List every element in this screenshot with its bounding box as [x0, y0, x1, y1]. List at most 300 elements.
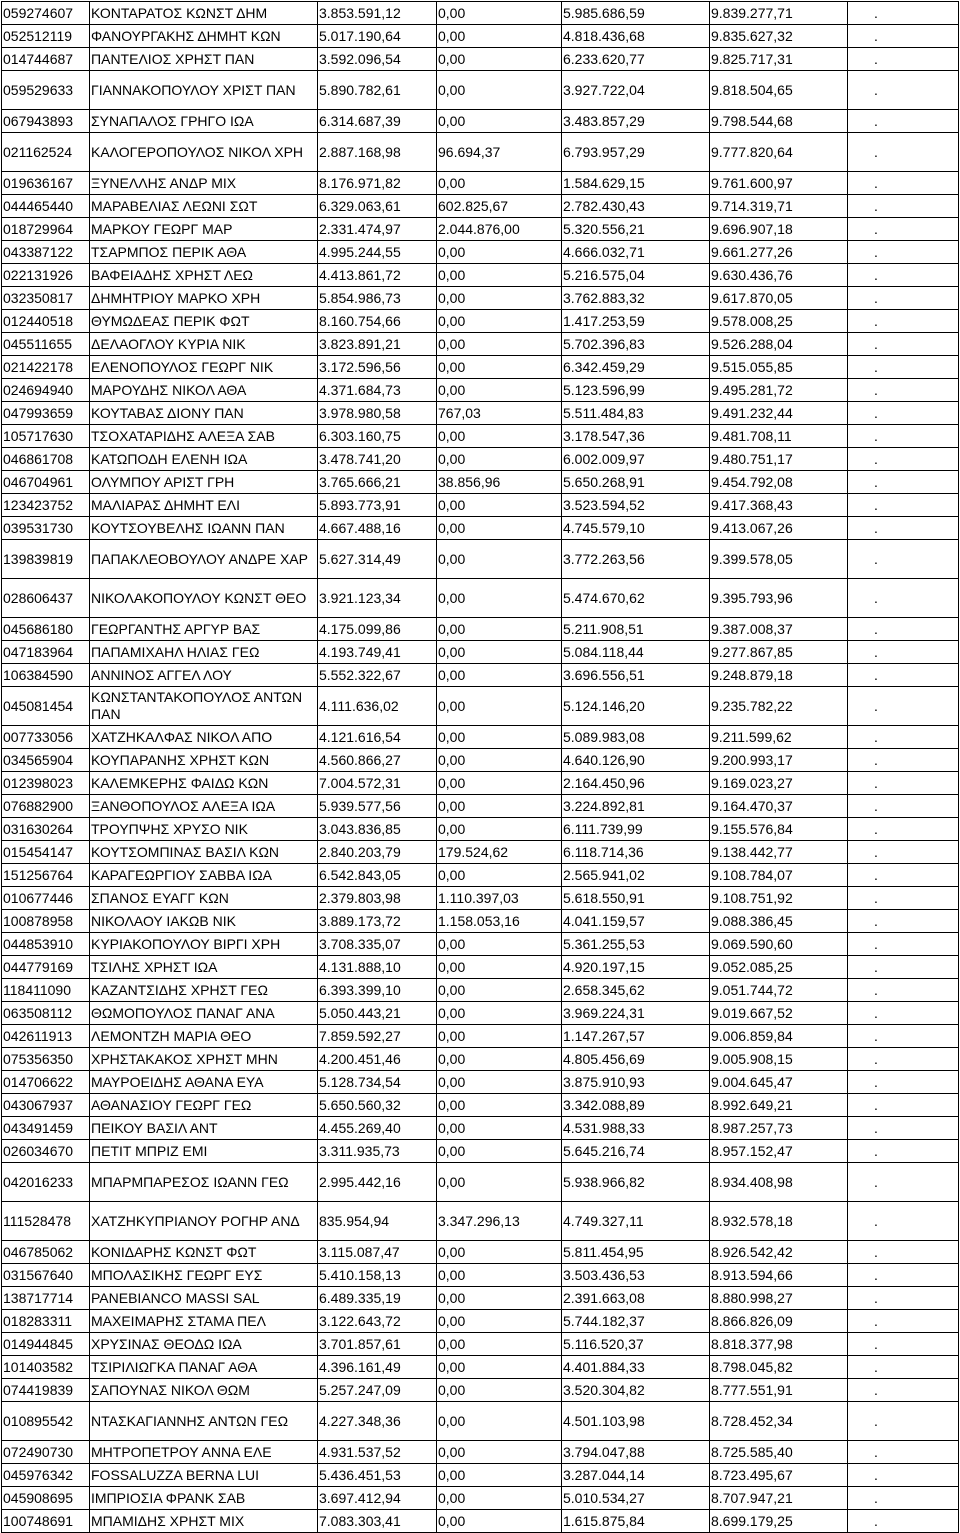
name-cell: ΘΥΜΩΔΕΑΣ ΠΕΡΙΚ ΦΩΤ	[90, 310, 318, 333]
name-cell: ΚΑΡΑΓΕΩΡΓΙΟΥ ΣΑΒΒΑ ΙΩΑ	[90, 864, 318, 887]
value-3-cell: 2.658.345,62	[562, 979, 710, 1002]
afm-cell: 039531730	[2, 517, 90, 540]
trailing-mark-cell: .	[848, 772, 959, 795]
name-cell: ΝΤΑΣΚΑΓΙΑΝΝΗΣ ΑΝΤΩΝ ΓΕΩ	[90, 1402, 318, 1441]
name-cell: ΣΥΝΑΠΑΛΟΣ ΓΡΗΓΟ ΙΩΑ	[90, 110, 318, 133]
trailing-mark-cell: .	[848, 664, 959, 687]
value-1-cell: 5.939.577,56	[318, 795, 437, 818]
value-3-cell: 5.089.983,08	[562, 726, 710, 749]
table-row	[2, 218, 959, 241]
value-2-cell: 0,00	[437, 818, 562, 841]
afm-cell: 138717714	[2, 1287, 90, 1310]
value-4-cell: 9.480.751,17	[710, 448, 848, 471]
value-3-cell: 3.342.088,89	[562, 1094, 710, 1117]
value-3-cell: 5.116.520,37	[562, 1333, 710, 1356]
afm-cell: 022131926	[2, 264, 90, 287]
value-1-cell: 6.303.160,75	[318, 425, 437, 448]
value-4-cell: 9.200.993,17	[710, 749, 848, 772]
table-row	[2, 687, 959, 726]
value-4-cell: 9.169.023,27	[710, 772, 848, 795]
afm-cell: 139839819	[2, 540, 90, 579]
value-2-cell: 0,00	[437, 48, 562, 71]
value-2-cell: 0,00	[437, 664, 562, 687]
name-cell: ΠΑΠΑΜΙΧΑΗΛ ΗΛΙΑΣ ΓΕΩ	[90, 641, 318, 664]
value-2-cell: 1.158.053,16	[437, 910, 562, 933]
table-row	[2, 1356, 959, 1379]
table-row	[2, 540, 959, 579]
name-cell: ΚΩΝΣΤΑΝΤΑΚΟΠΟΥΛΟΣ ΑΝΤΩΝ ΠΑΝ	[90, 687, 318, 726]
value-3-cell: 5.618.550,91	[562, 887, 710, 910]
value-4-cell: 9.481.708,11	[710, 425, 848, 448]
value-3-cell: 4.531.988,33	[562, 1117, 710, 1140]
afm-cell: 010895542	[2, 1402, 90, 1441]
trailing-mark-cell: .	[848, 517, 959, 540]
value-1-cell: 3.478.741,20	[318, 448, 437, 471]
table-row	[2, 956, 959, 979]
trailing-mark-cell: .	[848, 379, 959, 402]
name-cell: ΚΑΖΑΝΤΣΙΔΗΣ ΧΡΗΣΤ ΓΕΩ	[90, 979, 318, 1002]
value-3-cell: 6.111.739,99	[562, 818, 710, 841]
value-2-cell: 0,00	[437, 333, 562, 356]
value-4-cell: 8.957.152,47	[710, 1140, 848, 1163]
value-1-cell: 6.314.687,39	[318, 110, 437, 133]
value-1-cell: 4.227.348,36	[318, 1402, 437, 1441]
value-2-cell: 0,00	[437, 864, 562, 887]
table-row	[2, 1333, 959, 1356]
value-4-cell: 9.417.368,43	[710, 494, 848, 517]
value-1-cell: 2.995.442,16	[318, 1163, 437, 1202]
value-1-cell: 5.017.190,64	[318, 25, 437, 48]
value-4-cell: 9.798.544,68	[710, 110, 848, 133]
name-cell: ΚΟΥΠΑΡΑΝΗΣ ΧΡΗΣΤ ΚΩΝ	[90, 749, 318, 772]
table-row	[2, 172, 959, 195]
value-1-cell: 2.840.203,79	[318, 841, 437, 864]
table-row	[2, 772, 959, 795]
value-2-cell: 0,00	[437, 110, 562, 133]
value-3-cell: 1.584.629,15	[562, 172, 710, 195]
value-3-cell: 3.520.304,82	[562, 1379, 710, 1402]
value-3-cell: 4.745.579,10	[562, 517, 710, 540]
value-3-cell: 5.744.182,37	[562, 1310, 710, 1333]
trailing-mark-cell: .	[848, 579, 959, 618]
value-3-cell: 1.615.875,84	[562, 1510, 710, 1533]
value-4-cell: 9.761.600,97	[710, 172, 848, 195]
trailing-mark-cell: .	[848, 2, 959, 25]
trailing-mark-cell: .	[848, 1379, 959, 1402]
value-4-cell: 9.818.504,65	[710, 71, 848, 110]
value-1-cell: 3.311.935,73	[318, 1140, 437, 1163]
value-2-cell: 0,00	[437, 687, 562, 726]
value-1-cell: 2.379.803,98	[318, 887, 437, 910]
trailing-mark-cell: .	[848, 1287, 959, 1310]
name-cell: ΛΕΜΟΝΤΖΗ ΜΑΡΙΑ ΘΕΟ	[90, 1025, 318, 1048]
table-row	[2, 494, 959, 517]
table-row	[2, 1117, 959, 1140]
trailing-mark-cell: .	[848, 1202, 959, 1241]
value-1-cell: 7.859.592,27	[318, 1025, 437, 1048]
value-1-cell: 5.257.247,09	[318, 1379, 437, 1402]
table-row	[2, 1140, 959, 1163]
value-1-cell: 2.331.474,97	[318, 218, 437, 241]
value-1-cell: 6.329.063,61	[318, 195, 437, 218]
trailing-mark-cell: .	[848, 310, 959, 333]
value-2-cell: 3.347.296,13	[437, 1202, 562, 1241]
afm-cell: 043067937	[2, 1094, 90, 1117]
name-cell: ΚΑΛΕΜΚΕΡΗΣ ΦΑΙΔΩ ΚΩΝ	[90, 772, 318, 795]
value-2-cell: 0,00	[437, 956, 562, 979]
table-row	[2, 864, 959, 887]
afm-cell: 072490730	[2, 1441, 90, 1464]
value-3-cell: 5.938.966,82	[562, 1163, 710, 1202]
value-4-cell: 9.387.008,37	[710, 618, 848, 641]
trailing-mark-cell: .	[848, 749, 959, 772]
table-row	[2, 887, 959, 910]
value-4-cell: 9.004.645,47	[710, 1071, 848, 1094]
value-1-cell: 5.050.443,21	[318, 1002, 437, 1025]
afm-cell: 010677446	[2, 887, 90, 910]
name-cell: ΝΙΚΟΛΑΚΟΠΟΥΛΟΥ ΚΩΝΣΤ ΘΕΟ	[90, 579, 318, 618]
trailing-mark-cell: .	[848, 471, 959, 494]
value-3-cell: 2.391.663,08	[562, 1287, 710, 1310]
afm-cell: 047183964	[2, 641, 90, 664]
table-row	[2, 425, 959, 448]
name-cell: ΧΑΤΖΗΚΑΛΦΑΣ ΝΙΚΟΛ ΑΠΟ	[90, 726, 318, 749]
name-cell: ΤΣΙΡΙΛΙΩΓΚΑ ΠΑΝΑΓ ΑΘΑ	[90, 1356, 318, 1379]
afm-cell: 046704961	[2, 471, 90, 494]
value-4-cell: 9.088.386,45	[710, 910, 848, 933]
trailing-mark-cell: .	[848, 1264, 959, 1287]
value-1-cell: 4.131.888,10	[318, 956, 437, 979]
afm-cell: 045908695	[2, 1487, 90, 1510]
value-1-cell: 6.542.843,05	[318, 864, 437, 887]
value-4-cell: 8.926.542,42	[710, 1241, 848, 1264]
value-3-cell: 5.361.255,53	[562, 933, 710, 956]
trailing-mark-cell: .	[848, 979, 959, 1002]
value-4-cell: 9.395.793,96	[710, 579, 848, 618]
value-2-cell: 767,03	[437, 402, 562, 425]
value-4-cell: 9.630.436,76	[710, 264, 848, 287]
value-4-cell: 9.235.782,22	[710, 687, 848, 726]
value-2-cell: 0,00	[437, 1487, 562, 1510]
value-1-cell: 5.650.560,32	[318, 1094, 437, 1117]
trailing-mark-cell: .	[848, 356, 959, 379]
value-1-cell: 3.592.096,54	[318, 48, 437, 71]
value-1-cell: 5.893.773,91	[318, 494, 437, 517]
afm-cell: 045081454	[2, 687, 90, 726]
afm-cell: 044779169	[2, 956, 90, 979]
value-4-cell: 8.725.585,40	[710, 1441, 848, 1464]
value-1-cell: 4.667.488,16	[318, 517, 437, 540]
value-3-cell: 3.794.047,88	[562, 1441, 710, 1464]
trailing-mark-cell: .	[848, 1025, 959, 1048]
value-2-cell: 0,00	[437, 795, 562, 818]
trailing-mark-cell: .	[848, 241, 959, 264]
afm-cell: 034565904	[2, 749, 90, 772]
value-3-cell: 5.124.146,20	[562, 687, 710, 726]
value-4-cell: 8.798.045,82	[710, 1356, 848, 1379]
value-3-cell: 3.503.436,53	[562, 1264, 710, 1287]
value-2-cell: 0,00	[437, 494, 562, 517]
value-2-cell: 602.825,67	[437, 195, 562, 218]
value-3-cell: 5.320.556,21	[562, 218, 710, 241]
table-row	[2, 1379, 959, 1402]
trailing-mark-cell: .	[848, 841, 959, 864]
value-3-cell: 5.511.484,83	[562, 402, 710, 425]
value-4-cell: 8.992.649,21	[710, 1094, 848, 1117]
trailing-mark-cell: .	[848, 110, 959, 133]
table-row	[2, 1202, 959, 1241]
afm-cell: 015454147	[2, 841, 90, 864]
table-row	[2, 25, 959, 48]
value-2-cell: 0,00	[437, 517, 562, 540]
table-row	[2, 264, 959, 287]
value-4-cell: 9.515.055,85	[710, 356, 848, 379]
table-row	[2, 1241, 959, 1264]
value-1-cell: 3.765.666,21	[318, 471, 437, 494]
value-2-cell: 0,00	[437, 1241, 562, 1264]
value-3-cell: 2.164.450,96	[562, 772, 710, 795]
value-2-cell: 0,00	[437, 749, 562, 772]
value-2-cell: 0,00	[437, 1264, 562, 1287]
afm-cell: 012398023	[2, 772, 90, 795]
value-4-cell: 8.818.377,98	[710, 1333, 848, 1356]
trailing-mark-cell: .	[848, 48, 959, 71]
table-row	[2, 48, 959, 71]
afm-cell: 074419839	[2, 1379, 90, 1402]
trailing-mark-cell: .	[848, 1510, 959, 1533]
value-1-cell: 4.111.636,02	[318, 687, 437, 726]
table-row	[2, 517, 959, 540]
value-2-cell: 0,00	[437, 1510, 562, 1533]
name-cell: ΣΠΑΝΟΣ ΕΥΑΓΓ ΚΩΝ	[90, 887, 318, 910]
afm-cell: 046861708	[2, 448, 90, 471]
trailing-mark-cell: .	[848, 956, 959, 979]
name-cell: ΦΑΝΟΥΡΓΑΚΗΣ ΔΗΜΗΤ ΚΩΝ	[90, 25, 318, 48]
value-4-cell: 9.777.820,64	[710, 133, 848, 172]
name-cell: ΘΩΜΟΠΟΥΛΟΣ ΠΑΝΑΓ ΑΝΑ	[90, 1002, 318, 1025]
value-4-cell: 9.495.281,72	[710, 379, 848, 402]
name-cell: ΜΑΥΡΟΕΙΔΗΣ ΑΘΑΝΑ ΕΥΑ	[90, 1071, 318, 1094]
value-4-cell: 9.155.576,84	[710, 818, 848, 841]
afm-cell: 014706622	[2, 1071, 90, 1094]
value-4-cell: 9.019.667,52	[710, 1002, 848, 1025]
value-3-cell: 4.640.126,90	[562, 749, 710, 772]
value-4-cell: 9.277.867,85	[710, 641, 848, 664]
name-cell: FOSSALUZZA BERNA LUI	[90, 1464, 318, 1487]
afm-cell: 031630264	[2, 818, 90, 841]
value-1-cell: 3.708.335,07	[318, 933, 437, 956]
value-2-cell: 96.694,37	[437, 133, 562, 172]
value-4-cell: 8.932.578,18	[710, 1202, 848, 1241]
value-4-cell: 8.913.594,66	[710, 1264, 848, 1287]
value-2-cell: 0,00	[437, 641, 562, 664]
trailing-mark-cell: .	[848, 218, 959, 241]
value-1-cell: 4.121.616,54	[318, 726, 437, 749]
value-2-cell: 0,00	[437, 1002, 562, 1025]
value-3-cell: 2.782.430,43	[562, 195, 710, 218]
value-4-cell: 9.839.277,71	[710, 2, 848, 25]
afm-cell: 151256764	[2, 864, 90, 887]
trailing-mark-cell: .	[848, 402, 959, 425]
value-3-cell: 3.875.910,93	[562, 1071, 710, 1094]
value-3-cell: 5.216.575,04	[562, 264, 710, 287]
table-row	[2, 1094, 959, 1117]
value-2-cell: 0,00	[437, 1402, 562, 1441]
name-cell: ΠΑΠΑΚΛΕΟΒΟΥΛΟΥ ΑΝΔΡΕ ΧΑΡ	[90, 540, 318, 579]
value-2-cell: 0,00	[437, 2, 562, 25]
name-cell: ΚΟΥΤΣΟΜΠΙΝΑΣ ΒΑΣΙΛ ΚΩΝ	[90, 841, 318, 864]
afm-cell: 014744687	[2, 48, 90, 71]
value-2-cell: 0,00	[437, 241, 562, 264]
value-3-cell: 5.211.908,51	[562, 618, 710, 641]
trailing-mark-cell: .	[848, 1241, 959, 1264]
value-1-cell: 2.887.168,98	[318, 133, 437, 172]
value-1-cell: 3.853.591,12	[318, 2, 437, 25]
afm-cell: 018283311	[2, 1310, 90, 1333]
name-cell: ΧΑΤΖΗΚΥΠΡΙΑΝΟΥ ΡΟΓΗΡ ΑΝΔ	[90, 1202, 318, 1241]
afm-cell: 052512119	[2, 25, 90, 48]
value-3-cell: 3.178.547,36	[562, 425, 710, 448]
value-2-cell: 0,00	[437, 264, 562, 287]
value-2-cell: 0,00	[437, 772, 562, 795]
value-2-cell: 0,00	[437, 979, 562, 1002]
value-1-cell: 3.172.596,56	[318, 356, 437, 379]
value-2-cell: 0,00	[437, 1287, 562, 1310]
value-1-cell: 3.823.891,21	[318, 333, 437, 356]
name-cell: ΤΣΑΡΜΠΟΣ ΠΕΡΙΚ ΑΘΑ	[90, 241, 318, 264]
value-1-cell: 5.410.158,13	[318, 1264, 437, 1287]
value-2-cell: 0,00	[437, 1025, 562, 1048]
value-1-cell: 3.697.412,94	[318, 1487, 437, 1510]
value-3-cell: 3.762.883,32	[562, 287, 710, 310]
value-2-cell: 0,00	[437, 579, 562, 618]
trailing-mark-cell: .	[848, 1071, 959, 1094]
afm-cell: 111528478	[2, 1202, 90, 1241]
value-1-cell: 3.978.980,58	[318, 402, 437, 425]
value-4-cell: 9.661.277,26	[710, 241, 848, 264]
afm-cell: 042016233	[2, 1163, 90, 1202]
value-4-cell: 9.248.879,18	[710, 664, 848, 687]
table-row	[2, 1287, 959, 1310]
value-3-cell: 4.041.159,57	[562, 910, 710, 933]
value-1-cell: 4.413.861,72	[318, 264, 437, 287]
value-1-cell: 5.436.451,53	[318, 1464, 437, 1487]
value-1-cell: 3.921.123,34	[318, 579, 437, 618]
value-1-cell: 5.890.782,61	[318, 71, 437, 110]
value-1-cell: 4.200.451,46	[318, 1048, 437, 1071]
value-4-cell: 9.052.085,25	[710, 956, 848, 979]
name-cell: ΣΑΠΟΥΝΑΣ ΝΙΚΟΛ ΘΩΜ	[90, 1379, 318, 1402]
value-1-cell: 4.560.866,27	[318, 749, 437, 772]
table-row	[2, 1464, 959, 1487]
name-cell: ΜΠΟΛΑΣΙΚΗΣ ΓΕΩΡΓ ΕΥΣ	[90, 1264, 318, 1287]
value-3-cell: 3.287.044,14	[562, 1464, 710, 1487]
trailing-mark-cell: .	[848, 25, 959, 48]
value-1-cell: 3.889.173,72	[318, 910, 437, 933]
name-cell: ΠΕΙΚΟΥ ΒΑΣΙΛ ΑΝΤ	[90, 1117, 318, 1140]
value-3-cell: 4.749.327,11	[562, 1202, 710, 1241]
value-4-cell: 9.006.859,84	[710, 1025, 848, 1048]
value-4-cell: 9.051.744,72	[710, 979, 848, 1002]
value-4-cell: 8.987.257,73	[710, 1117, 848, 1140]
value-3-cell: 3.224.892,81	[562, 795, 710, 818]
value-1-cell: 8.160.754,66	[318, 310, 437, 333]
table-row	[2, 841, 959, 864]
table-row	[2, 726, 959, 749]
trailing-mark-cell: .	[848, 726, 959, 749]
afm-cell: 044853910	[2, 933, 90, 956]
table-row	[2, 1025, 959, 1048]
table-row	[2, 2, 959, 25]
afm-cell: 076882900	[2, 795, 90, 818]
table-row	[2, 1441, 959, 1464]
value-2-cell: 0,00	[437, 1048, 562, 1071]
name-cell: ΧΡΗΣΤΑΚΑΚΟΣ ΧΡΗΣΤ ΜΗΝ	[90, 1048, 318, 1071]
value-2-cell: 38.856,96	[437, 471, 562, 494]
value-2-cell: 0,00	[437, 540, 562, 579]
name-cell: ΓΙΑΝΝΑΚΟΠΟΥΛΟΥ ΧΡΙΣΤ ΠΑΝ	[90, 71, 318, 110]
afm-cell: 059274607	[2, 2, 90, 25]
name-cell: ΚΟΥΤΑΒΑΣ ΔΙΟΝΥ ΠΑΝ	[90, 402, 318, 425]
value-1-cell: 6.489.335,19	[318, 1287, 437, 1310]
value-4-cell: 9.617.870,05	[710, 287, 848, 310]
value-3-cell: 5.010.534,27	[562, 1487, 710, 1510]
table-row	[2, 1510, 959, 1533]
table-row	[2, 933, 959, 956]
afm-cell: 118411090	[2, 979, 90, 1002]
table-row	[2, 641, 959, 664]
value-3-cell: 3.483.857,29	[562, 110, 710, 133]
value-4-cell: 9.578.008,25	[710, 310, 848, 333]
name-cell: ΔΕΛΑΟΓΛΟΥ ΚΥΡΙΑ ΝΙΚ	[90, 333, 318, 356]
value-4-cell: 8.934.408,98	[710, 1163, 848, 1202]
name-cell: ΤΡΟΥΠΨΗΣ ΧΡΥΣΟ ΝΙΚ	[90, 818, 318, 841]
afm-cell: 014944845	[2, 1333, 90, 1356]
value-2-cell: 1.110.397,03	[437, 887, 562, 910]
trailing-mark-cell: .	[848, 795, 959, 818]
afm-cell: 019636167	[2, 172, 90, 195]
afm-cell: 043491459	[2, 1117, 90, 1140]
value-1-cell: 4.396.161,49	[318, 1356, 437, 1379]
afm-cell: 106384590	[2, 664, 90, 687]
trailing-mark-cell: .	[848, 1002, 959, 1025]
value-3-cell: 1.417.253,59	[562, 310, 710, 333]
afm-cell: 024694940	[2, 379, 90, 402]
afm-cell: 018729964	[2, 218, 90, 241]
trailing-mark-cell: .	[848, 618, 959, 641]
value-3-cell: 5.702.396,83	[562, 333, 710, 356]
name-cell: ΤΣΙΛΗΣ ΧΡΗΣΤ ΙΩΑ	[90, 956, 318, 979]
value-1-cell: 4.455.269,40	[318, 1117, 437, 1140]
name-cell: ΜΑΡΑΒΕΛΙΑΣ ΛΕΩΝΙ ΣΩΤ	[90, 195, 318, 218]
name-cell: ΒΑΦΕΙΑΔΗΣ ΧΡΗΣΤ ΛΕΩ	[90, 264, 318, 287]
value-3-cell: 3.969.224,31	[562, 1002, 710, 1025]
value-1-cell: 835.954,94	[318, 1202, 437, 1241]
trailing-mark-cell: .	[848, 133, 959, 172]
afm-cell: 026034670	[2, 1140, 90, 1163]
table-row	[2, 195, 959, 218]
name-cell: ΧΡΥΣΙΝΑΣ ΘΕΟΔΩ ΙΩΑ	[90, 1333, 318, 1356]
trailing-mark-cell: .	[848, 933, 959, 956]
table-row	[2, 402, 959, 425]
value-4-cell: 8.707.947,21	[710, 1487, 848, 1510]
value-4-cell: 9.108.784,07	[710, 864, 848, 887]
table-row	[2, 241, 959, 264]
value-3-cell: 4.501.103,98	[562, 1402, 710, 1441]
value-1-cell: 3.115.087,47	[318, 1241, 437, 1264]
table-row	[2, 910, 959, 933]
value-3-cell: 6.233.620,77	[562, 48, 710, 71]
